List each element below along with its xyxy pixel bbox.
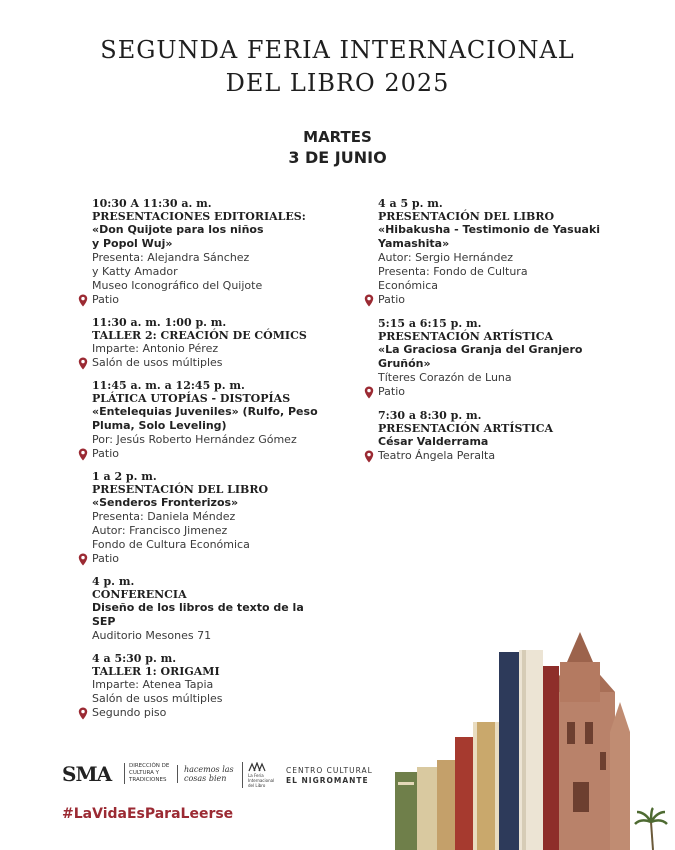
event-location-label: Patio <box>92 293 119 306</box>
event-type: PLÁTICA UTOPÍAS - DISTOPÍAS <box>92 392 291 405</box>
event-type: CONFERENCIA <box>92 588 187 601</box>
event-item <box>92 197 352 307</box>
event-title: «Entelequias Juveniles» (Rulfo, Peso <box>92 405 318 418</box>
right-column <box>378 197 648 473</box>
ccn-line-1: CENTRO CULTURAL <box>286 766 373 775</box>
event-detail: Títeres Corazón de Luna <box>378 371 512 384</box>
event-detail: Por: Jesús Roberto Hernández Gómez <box>92 433 297 446</box>
event-location <box>378 449 648 463</box>
palm-icon <box>635 808 667 850</box>
books-church-illustration <box>395 632 675 850</box>
event-detail: Salón de usos múltiples <box>92 692 223 705</box>
sponsor-logos <box>62 760 382 792</box>
event-time: 4 a 5:30 p. m. <box>92 652 177 665</box>
event-detail: Económica <box>378 279 438 292</box>
location-pin-icon <box>364 450 374 463</box>
event-title: «Hibakusha - Testimonio de Yasuaki <box>378 223 601 236</box>
event-time: 11:30 a. m. 1:00 p. m. <box>92 316 227 329</box>
event-item <box>378 317 648 399</box>
event-detail: Autor: Sergio Hernández <box>378 251 513 264</box>
title-line-1: SEGUNDA FERIA INTERNACIONAL <box>100 36 575 64</box>
event-detail: Presenta: Fondo de Cultura <box>378 265 528 278</box>
event-location <box>92 293 352 307</box>
event-location-label: Patio <box>92 447 119 460</box>
event-type: PRESENTACIÓN DEL LIBRO <box>378 210 555 223</box>
location-pin-icon <box>78 553 88 566</box>
hashtag: #LaVidaEsParaLeerse <box>62 806 234 822</box>
event-type: PRESENTACIÓN ARTÍSTICA <box>378 330 554 343</box>
event-title: Pluma, Solo Leveling) <box>92 419 227 432</box>
event-title: «La Graciosa Granja del Granjero <box>378 343 583 356</box>
direccion-cultura-logo: DIRECCIÓN DE CULTURA Y TRADICIONES <box>124 763 179 784</box>
location-pin-icon <box>364 294 374 307</box>
event-item <box>92 575 352 643</box>
event-type: TALLER 2: CREACIÓN DE CÓMICS <box>92 329 307 342</box>
event-time: 4 a 5 p. m. <box>378 197 443 210</box>
event-item <box>378 197 648 307</box>
event-location <box>92 706 352 720</box>
event-location-label: Teatro Ángela Peralta <box>378 449 496 462</box>
event-title: «Don Quijote para los niños <box>92 223 264 236</box>
location-pin-icon <box>364 386 374 399</box>
event-location-label: Patio <box>92 552 119 565</box>
event-type: PRESENTACIÓN DEL LIBRO <box>92 483 269 496</box>
event-title: Diseño de los libros de texto de la <box>92 601 304 614</box>
weekday: MARTES <box>303 128 372 146</box>
event-detail: Imparte: Atenea Tapia <box>92 678 214 691</box>
event-item <box>92 379 352 461</box>
location-pin-icon <box>78 294 88 307</box>
event-time: 4 p. m. <box>92 575 135 588</box>
event-detail: y Katty Amador <box>92 265 178 278</box>
centro-cultural-logo <box>286 766 386 786</box>
event-detail: Auditorio Mesones 71 <box>92 629 212 642</box>
event-title: Yamashita» <box>378 237 450 250</box>
event-location-label: Salón de usos múltiples <box>92 356 223 369</box>
event-detail: Presenta: Alejandra Sánchez <box>92 251 250 264</box>
date: 3 DE JUNIO <box>288 148 387 167</box>
feria-logo <box>242 762 275 788</box>
event-time: 10:30 A 11:30 a. m. <box>92 197 212 210</box>
event-item <box>92 652 352 720</box>
left-column <box>92 197 352 729</box>
event-location-label: Patio <box>378 385 405 398</box>
date-block <box>0 128 675 169</box>
event-detail: Autor: Francisco Jimenez <box>92 524 228 537</box>
event-detail: Presenta: Daniela Méndez <box>92 510 236 523</box>
event-title: SEP <box>92 615 116 628</box>
event-time: 1 a 2 p. m. <box>92 470 157 483</box>
event-title: Gruñón» <box>378 357 431 370</box>
event-title: y Popol Wuj» <box>92 237 173 250</box>
page-title <box>0 34 675 100</box>
event-time: 11:45 a. m. a 12:45 p. m. <box>92 379 245 392</box>
feria-label: La Feria Internacional del Libro <box>248 773 275 788</box>
event-location <box>92 356 352 370</box>
event-item <box>92 470 352 566</box>
location-pin-icon <box>78 357 88 370</box>
event-type: PRESENTACIONES EDITORIALES: <box>92 210 306 223</box>
event-title: César Valderrama <box>378 435 489 448</box>
event-location <box>378 293 648 307</box>
event-time: 7:30 a 8:30 p. m. <box>378 409 482 422</box>
event-time: 5:15 a 6:15 p. m. <box>378 317 482 330</box>
event-type: PRESENTACIÓN ARTÍSTICA <box>378 422 554 435</box>
hacemos-logo: hacemos las cosas bien <box>177 765 242 783</box>
ccn-line-2: EL NIGROMANTE <box>286 776 369 785</box>
event-detail: Fondo de Cultura Económica <box>92 538 250 551</box>
title-line-2: DEL LIBRO 2025 <box>225 69 450 97</box>
event-location <box>92 552 352 566</box>
event-title: «Senderos Fronterizos» <box>92 496 239 509</box>
event-detail: Imparte: Antonio Pérez <box>92 342 219 355</box>
event-location <box>92 447 352 461</box>
event-item <box>92 316 352 370</box>
location-pin-icon <box>78 707 88 720</box>
event-item <box>378 409 648 463</box>
sma-logo: SMA <box>62 762 112 786</box>
event-location-label: Segundo piso <box>92 706 167 719</box>
event-detail: Museo Iconográfico del Quijote <box>92 279 263 292</box>
books-icon <box>395 650 559 850</box>
event-type: TALLER 1: ORIGAMI <box>92 665 220 678</box>
feria-icon <box>248 762 266 772</box>
event-location-label: Patio <box>378 293 405 306</box>
location-pin-icon <box>78 448 88 461</box>
event-location <box>378 385 648 399</box>
